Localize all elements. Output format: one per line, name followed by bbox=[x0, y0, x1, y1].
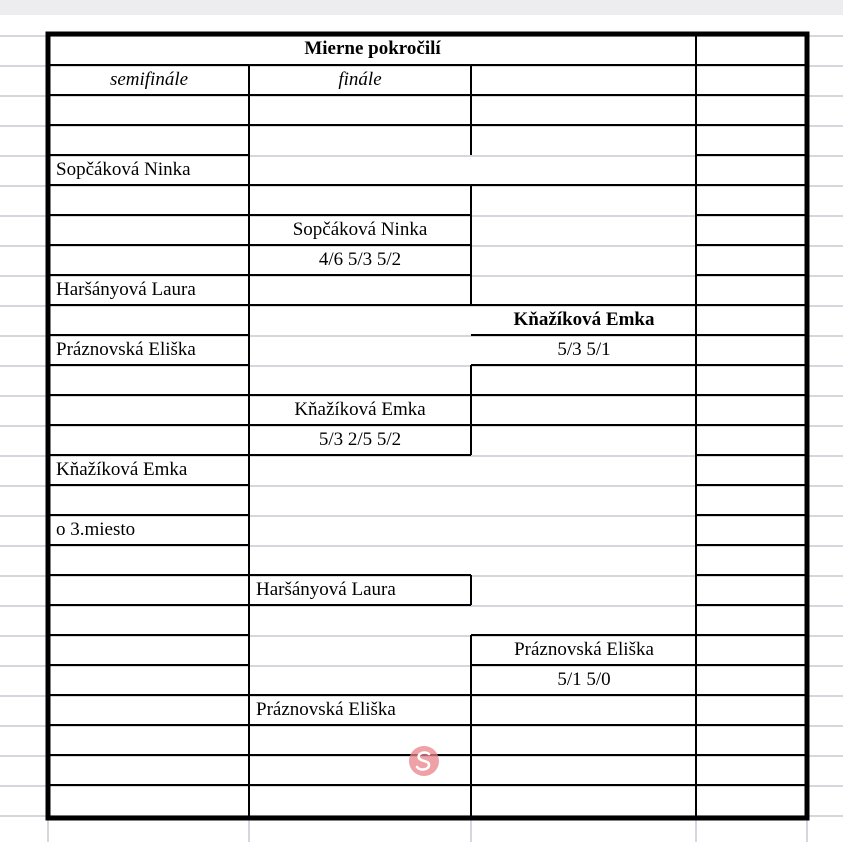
cell-r22-col3[interactable] bbox=[472, 725, 696, 755]
cell-r23-col3[interactable] bbox=[472, 755, 696, 785]
cell-r1-col1[interactable] bbox=[50, 95, 248, 125]
cell-r15-col2[interactable] bbox=[250, 515, 470, 545]
cell-r2-col2[interactable] bbox=[250, 125, 470, 155]
cell-r18-col3[interactable] bbox=[472, 605, 696, 635]
cell-r24-col2[interactable] bbox=[250, 785, 470, 815]
cell-r13-col2[interactable] bbox=[250, 455, 470, 485]
cell-r6-col2[interactable]: 4/6 5/3 5/2 bbox=[318, 249, 402, 270]
cell-r7-col3[interactable] bbox=[472, 275, 696, 305]
cell-r21-col2[interactable]: Práznovská Eliška bbox=[256, 699, 396, 720]
cell-r13-col1[interactable]: Kňažíková Emka bbox=[56, 459, 188, 480]
cell-r22-col1[interactable] bbox=[50, 725, 248, 755]
cell-r13-col3[interactable] bbox=[472, 455, 696, 485]
cell-r16-col2[interactable] bbox=[250, 545, 470, 575]
cell-r6-col3[interactable] bbox=[472, 245, 696, 275]
table-title: Mierne pokročilí bbox=[304, 38, 441, 59]
cell-r23-col1[interactable] bbox=[50, 755, 248, 785]
cell-r5-col1[interactable] bbox=[50, 215, 248, 245]
cell-r8-col1[interactable] bbox=[50, 305, 248, 335]
cell-r5-col3[interactable] bbox=[472, 215, 696, 245]
cell-r17-col2[interactable]: Haršányová Laura bbox=[256, 579, 396, 600]
cell-r15-col1[interactable]: o 3.miesto bbox=[56, 519, 136, 540]
cell-r14-col2[interactable] bbox=[250, 485, 470, 515]
cell-r3-col1[interactable]: Sopčáková Ninka bbox=[56, 159, 191, 180]
cell-r1-col2[interactable] bbox=[250, 95, 470, 125]
cell-r17-col1[interactable] bbox=[50, 575, 248, 605]
cell-r9-col3[interactable]: 5/3 5/1 bbox=[557, 339, 611, 360]
cell-r2-col3[interactable] bbox=[472, 125, 696, 155]
cell-r4-col2[interactable] bbox=[250, 185, 470, 215]
cell-r20-col3[interactable]: 5/1 5/0 bbox=[557, 669, 611, 690]
cell-r9-col2[interactable] bbox=[250, 335, 470, 365]
cell-r17-col3[interactable] bbox=[472, 575, 696, 605]
cell-r11-col2[interactable]: Kňažíková Emka bbox=[294, 399, 426, 420]
cell-r21-col1[interactable] bbox=[50, 695, 248, 725]
cell-r19-col3[interactable]: Práznovská Eliška bbox=[514, 639, 654, 660]
cell-r9-col1[interactable]: Práznovská Eliška bbox=[56, 339, 196, 360]
cell-r19-col2[interactable] bbox=[250, 635, 470, 665]
cell-r12-col3[interactable] bbox=[472, 425, 696, 455]
cell-r16-col3[interactable] bbox=[472, 545, 696, 575]
cell-r11-col1[interactable] bbox=[50, 395, 248, 425]
cell-r20-col2[interactable] bbox=[250, 665, 470, 695]
cell-r24-col3[interactable] bbox=[472, 785, 696, 815]
cell-r16-col1[interactable] bbox=[50, 545, 248, 575]
cell-r18-col2[interactable] bbox=[250, 605, 470, 635]
header-semifinal: semifinále bbox=[109, 69, 189, 90]
cell-r10-col3[interactable] bbox=[472, 365, 696, 395]
cell-r5-col2[interactable]: Sopčáková Ninka bbox=[292, 219, 428, 240]
cell-r3-col2[interactable] bbox=[250, 155, 470, 185]
cell-r24-col1[interactable] bbox=[50, 785, 248, 815]
cell-r12-col1[interactable] bbox=[50, 425, 248, 455]
cell-r3-col3[interactable] bbox=[472, 155, 696, 185]
cell-r20-col1[interactable] bbox=[50, 665, 248, 695]
cell-r19-col1[interactable] bbox=[50, 635, 248, 665]
cell-r6-col1[interactable] bbox=[50, 245, 248, 275]
cell-r14-col1[interactable] bbox=[50, 485, 248, 515]
cell-r11-col3[interactable] bbox=[472, 395, 696, 425]
cell-r1-col3[interactable] bbox=[472, 95, 696, 125]
cell-r21-col3[interactable] bbox=[472, 695, 696, 725]
cell-r12-col2[interactable]: 5/3 2/5 5/2 bbox=[318, 429, 402, 450]
header-final: finále bbox=[338, 69, 382, 90]
cell-r10-col1[interactable] bbox=[50, 365, 248, 395]
cell-r4-col3[interactable] bbox=[472, 185, 696, 215]
cell-r2-col1[interactable] bbox=[50, 125, 248, 155]
cell-r15-col3[interactable] bbox=[472, 515, 696, 545]
cell-r4-col1[interactable] bbox=[50, 185, 248, 215]
cell-r7-col1[interactable]: Haršányová Laura bbox=[56, 279, 196, 300]
cell-r8-col3[interactable]: Kňažíková Emka bbox=[513, 309, 655, 330]
cell-r7-col2[interactable] bbox=[250, 275, 470, 305]
cell-r18-col1[interactable] bbox=[50, 605, 248, 635]
cell-r14-col3[interactable] bbox=[472, 485, 696, 515]
cell-r10-col2[interactable] bbox=[250, 365, 470, 395]
cell-r8-col2[interactable] bbox=[250, 305, 470, 335]
watermark-logo-icon bbox=[408, 745, 440, 777]
